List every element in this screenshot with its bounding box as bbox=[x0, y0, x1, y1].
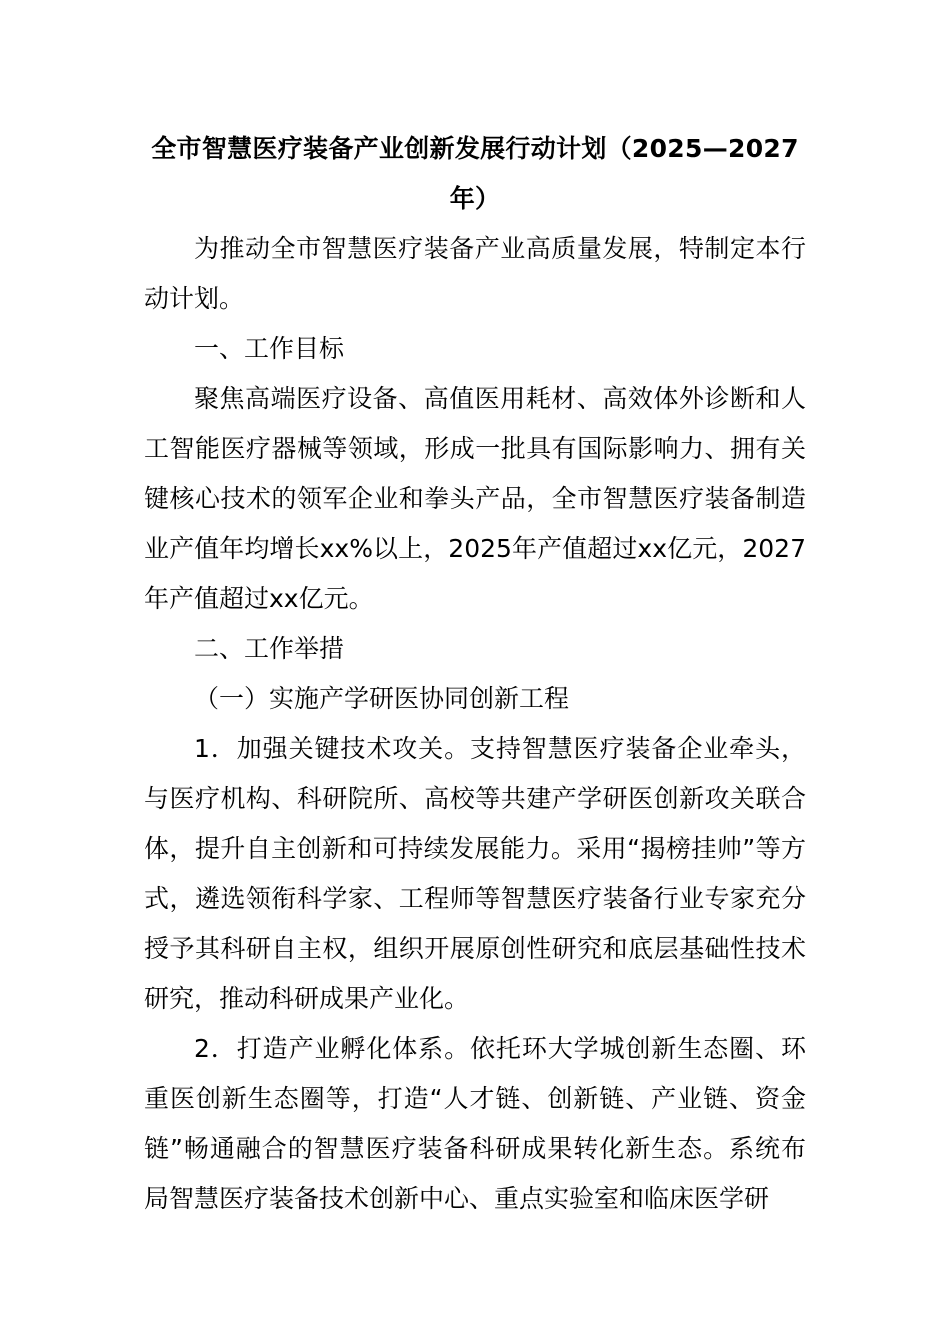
intro-paragraph: 为推动全市智慧医疗装备产业高质量发展，特制定本行动计划。 bbox=[144, 234, 806, 313]
section-heading-goals: 一、工作目标 bbox=[194, 334, 345, 363]
section-heading-measures: 二、工作举措 bbox=[194, 634, 345, 663]
subsection-heading-1: （一）实施产学研医协同创新工程 bbox=[194, 684, 570, 713]
document-title: 全市智慧医疗装备产业创新发展行动计划（2025—2027年） bbox=[151, 134, 799, 213]
measure-paragraph-1: 1．加强关键技术攻关。支持智慧医疗装备企业牵头，与医疗机构、科研院所、高校等共建产学研医创新攻关联合体，提升自主创新和可持续发展能力。采用“揭榜挂帅”等方式，遴选领衔科学家、工程师等智慧医疗装备行业专家充分授予其科研自主权，组织开展原创性研究和底层基础性技术研究，推动科研成果产业化。 bbox=[144, 734, 806, 1013]
document-body bbox=[144, 224, 806, 1224]
measure-paragraph-2: 2．打造产业孵化体系。依托环大学城创新生态圈、环重医创新生态圈等，打造“人才链、创新链、产业链、资金链”畅通融合的智慧医疗装备科研成果转化新生态。系统布局智慧医疗装备技术创新中心、重点实验室和临床医学研 bbox=[144, 1034, 806, 1213]
goals-paragraph: 聚焦高端医疗设备、高值医用耗材、高效体外诊断和人工智能医疗器械等领域，形成一批具有国际影响力、拥有关键核心技术的领军企业和拳头产品，全市智慧医疗装备制造业产值年均增长xx%以上，2025年产值超过xx亿元，2027年产值超过xx亿元。 bbox=[144, 384, 806, 613]
